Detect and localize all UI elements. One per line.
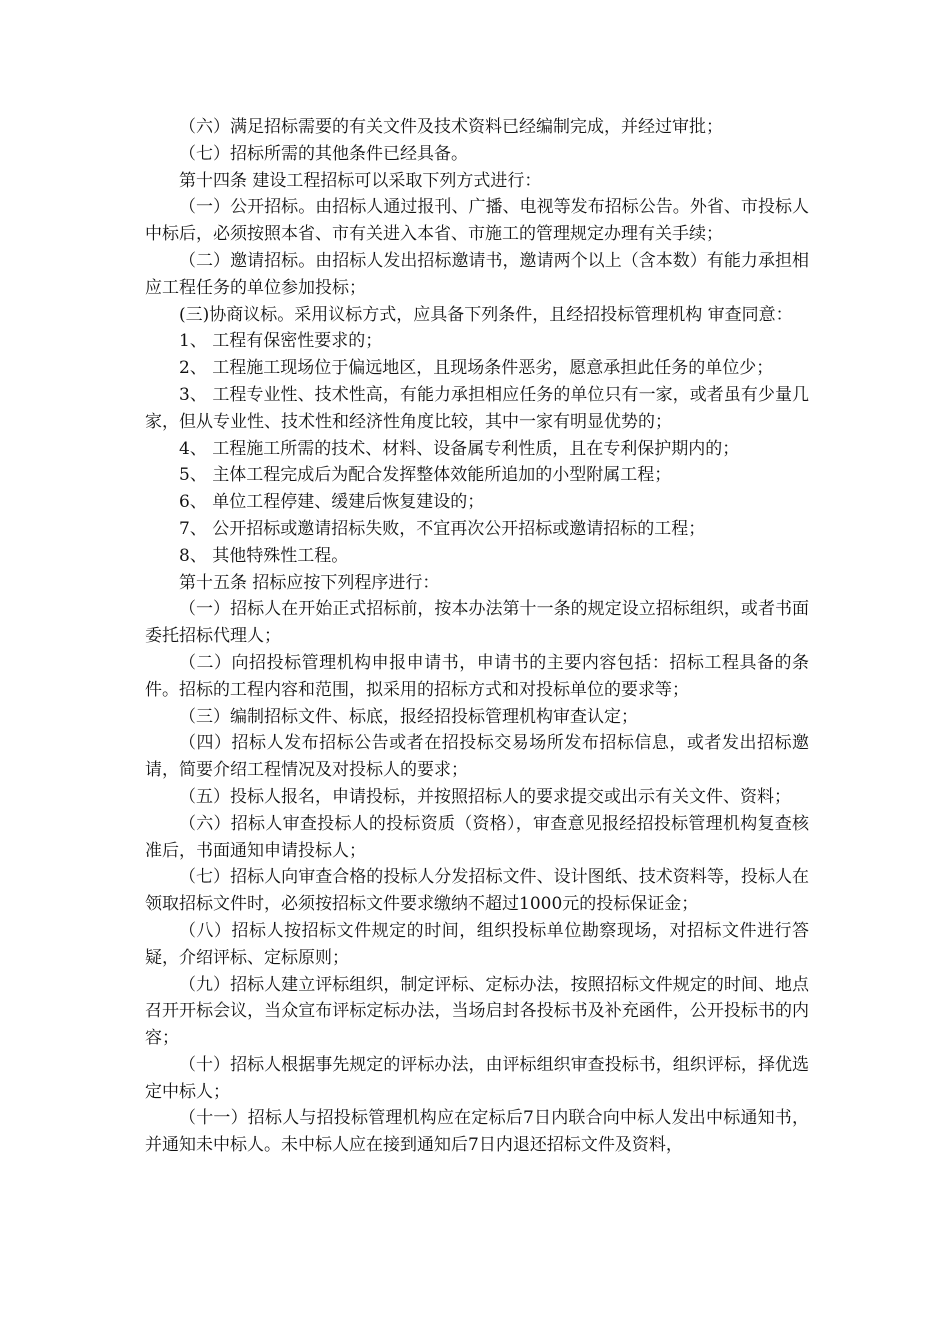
procedure-step-1: （一）招标人在开始正式招标前，按本办法第十一条的规定设立招标组织，或者书面委托招标代理人； [145,599,809,647]
list-item-2: 2、 工程施工现场位于偏远地区，且现场条件恶劣，愿意承担此任务的单位少； [179,358,774,379]
procedure-step-8: （八）招标人按招标文件规定的时间，组织投标单位勘察现场，对招标文件进行答疑，介绍评标、定标原则； [145,920,809,968]
procedure-step-3: （三）编制招标文件、标底，报经招投标管理机构审查认定； [179,706,638,727]
list-item-8: 8、 其他特殊性工程。 [179,545,349,566]
list-item-5: 5、 主体工程完成后为配合发挥整体效能所追加的小型附属工程； [179,465,672,486]
paragraph-6-requirement: （六）满足招标需要的有关文件及技术资料已经编制完成，并经过审批； [179,117,723,137]
paragraph-7-requirement: （七）招标所需的其他条件已经具备。 [179,143,468,164]
paragraph-open-tender: （一）公开招标。由招标人通过报刊、广播、电视等发布招标公告。外省、市投标人中标后，必须按照本省、市有关进入本省、市施工的管理规定办理有关手续； [145,197,809,245]
procedure-step-2: （二）向招投标管理机构申报申请书，申请书的主要内容包括：招标工程具备的条件。招标的工程内容和范围，拟采用的招标方式和对投标单位的要求等； [145,652,809,700]
procedure-step-7: （七）招标人向审查合格的投标人分发招标文件、设计图纸、技术资料等，投标人在领取招标文件时，必须按招标文件要求缴纳不超过1000元的投标保证金； [145,867,809,915]
article-15-heading: 第十五条 招标应按下列程序进行： [179,572,440,593]
document-body [145,114,809,1159]
procedure-step-10: （十）招标人根据事先规定的评标办法，由评标组织审查投标书，组织评标，择优选定中标人； [145,1054,809,1102]
procedure-step-6: （六）招标人审查投标人的投标资质（资格），审查意见报经招投标管理机构复查核准后，书面通知申请投标人； [145,813,809,861]
procedure-step-9: （九）招标人建立评标组织，制定评标、定标办法，按照招标文件规定的时间、地点召开开标会议，当众宣布评标定标办法，当场启封各投标书及补充函件，公开投标书的内容； [145,974,809,1049]
list-item-4: 4、 工程施工所需的技术、材料、设备属专利性质，且在专利保护期内的； [179,438,740,459]
list-item-7: 7、 公开招标或邀请招标失败，不宜再次公开招标或邀请招标的工程； [179,518,706,539]
paragraph-invited-tender: （二）邀请招标。由招标人发出招标邀请书，邀请两个以上（含本数）有能力承担相应工程任务的单位参加投标； [145,250,809,298]
list-item-3: 3、 工程专业性、技术性高，有能力承担相应任务的单位只有一家，或者虽有少量几家，但从专业性、技术性和经济性角度比较，其中一家有明显优势的； [145,384,809,432]
paragraph-negotiated-tender: (三)协商议标。采用议标方式，应具备下列条件，且经招投标管理机构 审查同意： [179,304,793,325]
list-item-6: 6、 单位工程停建、缓建后恢复建设的； [179,492,485,513]
procedure-step-11: （十一）招标人与招投标管理机构应在定标后7日内联合向中标人发出中标通知书，并通知未中标人。未中标人应在接到通知后7日内退还招标文件及资料， [145,1108,809,1156]
list-item-1: 1、 工程有保密性要求的； [179,331,383,352]
procedure-step-5: （五）投标人报名，申请投标，并按照招标人的要求提交或出示有关文件、资料； [179,786,791,807]
article-14-heading: 第十四条 建设工程招标可以采取下列方式进行： [179,170,542,191]
procedure-step-4: （四）招标人发布招标公告或者在招投标交易场所发布招标信息，或者发出招标邀请，简要介绍工程情况及对投标人的要求； [145,733,809,781]
